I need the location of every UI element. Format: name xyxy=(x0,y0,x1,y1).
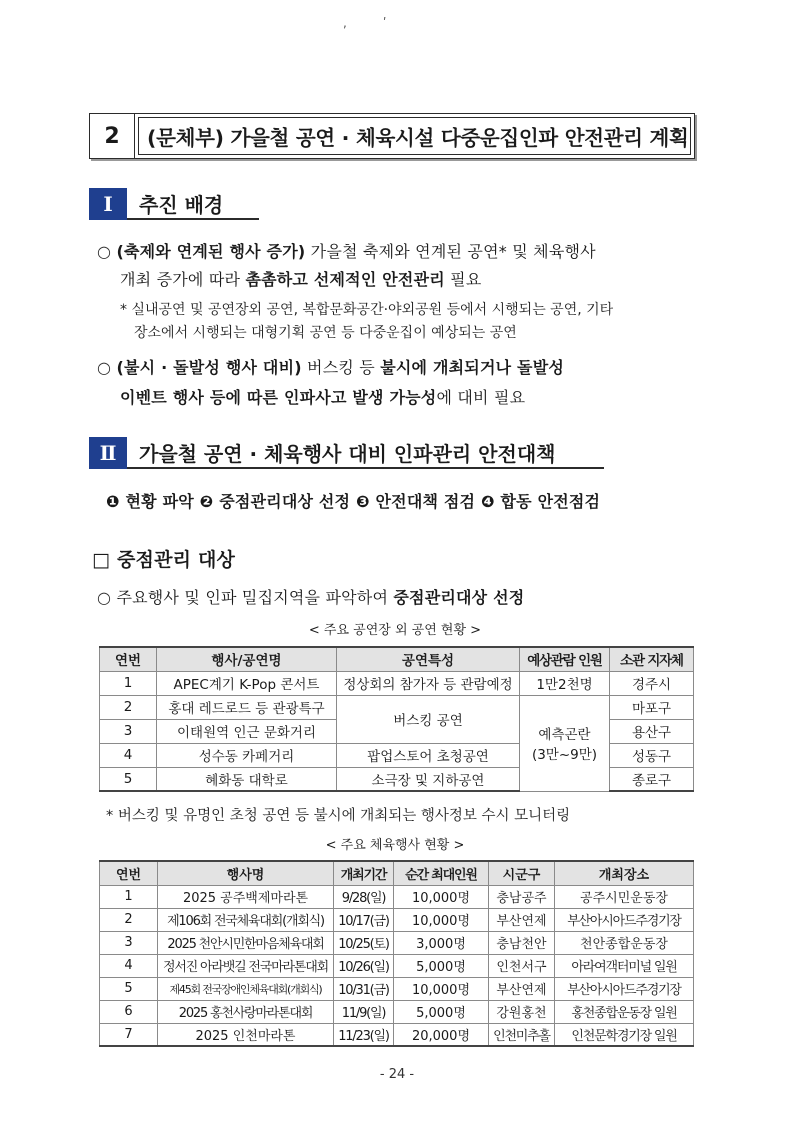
page-number: - 24 - xyxy=(379,1067,415,1082)
bullet-text: 주요행사 및 인파 밀집지역을 파악하여 xyxy=(116,588,394,607)
cell-region: 충남천안 xyxy=(489,931,555,954)
cell-no: 6 xyxy=(100,1000,158,1023)
cell-place: 부산아시아드주경기장 xyxy=(555,908,694,931)
bullet-text: 가을철 축제와 연계된 공연* 및 체육행사 xyxy=(305,242,596,261)
column-header: 소관 지자체 xyxy=(610,647,694,671)
column-header: 행사/공연명 xyxy=(157,647,337,671)
monitoring-note: * 버스킹 및 유명인 초청 공연 등 불시에 개최되는 행사정보 수시 모니터링 xyxy=(106,808,571,824)
estimate-text: 예측곤란 xyxy=(538,727,591,743)
cell-gov: 용산구 xyxy=(610,719,694,743)
section-header-2 xyxy=(89,437,604,469)
cell-no: 4 xyxy=(100,954,158,977)
cell-no: 1 xyxy=(100,885,158,908)
bullet-bold-label: (축제와 연계된 행사 증가) xyxy=(116,242,306,261)
step-list: ❶ 현황 파악 ❷ 중점관리대상 선정 ❸ 안전대책 점검 ❹ 합동 안전점검 xyxy=(106,492,601,511)
table-row xyxy=(100,1023,694,1046)
bullet-focus-selection: ○ 주요행사 및 인파 밀집지역을 파악하여 중점관리대상 선정 xyxy=(97,588,525,607)
table-row xyxy=(100,671,694,695)
table-header-row xyxy=(100,647,694,671)
cell-place: 아라여객터미널 일원 xyxy=(555,954,694,977)
cell-no: 1 xyxy=(100,671,157,695)
cell-gov: 마포구 xyxy=(610,695,694,719)
cell-feature: 팝업스토어 초청공연 xyxy=(337,743,520,767)
table-row xyxy=(100,885,694,908)
cell-region: 인천미추홀 xyxy=(489,1023,555,1046)
column-header: 연번 xyxy=(100,647,157,671)
cell-region: 부산연제 xyxy=(489,977,555,1000)
cell-date: 10/25(토) xyxy=(334,931,394,954)
column-header: 순간 최대인원 xyxy=(394,861,489,885)
column-header: 예상관람 인원 xyxy=(520,647,610,671)
section-number: Ⅰ xyxy=(89,188,127,220)
table1-caption: < 주요 공연장 외 공연 현황 > xyxy=(308,623,482,638)
cell-no: 3 xyxy=(100,719,157,743)
bullet-text: 개최 증가에 따라 xyxy=(120,270,246,289)
column-header: 시군구 xyxy=(489,861,555,885)
bullet-text: 필요 xyxy=(444,270,482,289)
cell-max: 5,000명 xyxy=(394,1000,489,1023)
cell-place: 공주시민운동장 xyxy=(555,885,694,908)
cell-region: 인천서구 xyxy=(489,954,555,977)
column-header: 개최장소 xyxy=(555,861,694,885)
bullet-event-increase: ○ (축제와 연계된 행사 증가) 가을철 축제와 연계된 공연* 및 체육행사 xyxy=(97,242,596,261)
bullet-event-increase-line2 xyxy=(120,267,481,290)
cell-name: 2025 인천마라톤 xyxy=(158,1023,334,1046)
cell-region: 강원홍천 xyxy=(489,1000,555,1023)
column-header: 연번 xyxy=(100,861,158,885)
cell-no: 3 xyxy=(100,931,158,954)
table2-caption: < 주요 체육행사 현황 > xyxy=(325,838,465,853)
cell-max: 20,000명 xyxy=(394,1023,489,1046)
cell-feature: 소극장 및 지하공연 xyxy=(337,767,520,791)
table-row xyxy=(100,931,694,954)
cell-name: 2025 천안시민한마음체육대회 xyxy=(158,931,334,954)
cell-region: 부산연제 xyxy=(489,908,555,931)
cell-name: 성수동 카페거리 xyxy=(157,743,337,767)
cell-date: 10/31(금) xyxy=(334,977,394,1000)
estimate-range: (3만~9만) xyxy=(531,747,598,763)
bullet-text: 에 대비 필요 xyxy=(436,388,526,407)
title-number: 2 xyxy=(90,114,135,158)
bullet-bold-text: 불시에 개최되거나 돌발성 xyxy=(380,358,565,377)
table-row xyxy=(100,908,694,931)
cell-feature-busking: 버스킹 공연 xyxy=(337,695,520,743)
cell-place: 인천문학경기장 일원 xyxy=(555,1023,694,1046)
cell-place: 홍천종합운동장 일원 xyxy=(555,1000,694,1023)
sports-event-table xyxy=(99,860,694,1047)
document-title-box xyxy=(89,113,695,159)
cell-name: 2025 공주백제마라톤 xyxy=(158,885,334,908)
cell-date: 9/28(일) xyxy=(334,885,394,908)
cell-date: 10/17(금) xyxy=(334,908,394,931)
cell-no: 2 xyxy=(100,695,157,719)
cell-no: 5 xyxy=(100,977,158,1000)
bullet-bold-text: 이벤트 행사 등에 따른 인파사고 발생 가능성 xyxy=(120,388,437,407)
cell-gov: 종로구 xyxy=(610,767,694,791)
scan-mark: ʹ xyxy=(383,16,387,30)
cell-gov: 경주시 xyxy=(610,671,694,695)
cell-name: 제106회 전국체육대회(개회식) xyxy=(158,908,334,931)
cell-name: 혜화동 대학로 xyxy=(157,767,337,791)
cell-name: 정서진 아라뱃길 전국마라톤대회 xyxy=(158,954,334,977)
document-title: (문체부) 가을철 공연 · 체육시설 다중운집인파 안전관리 계획 xyxy=(138,117,691,155)
focus-heading: □ 중점관리 대상 xyxy=(92,549,236,571)
column-header: 행사명 xyxy=(158,861,334,885)
section-header-1 xyxy=(89,188,259,220)
cell-no: 7 xyxy=(100,1023,158,1046)
cell-max: 10,000명 xyxy=(394,885,489,908)
cell-place: 부산아시아드주경기장 xyxy=(555,977,694,1000)
section-title: 가을철 공연 · 체육행사 대비 인파관리 안전대책 xyxy=(127,437,604,469)
cell-no: 5 xyxy=(100,767,157,791)
cell-date: 10/26(일) xyxy=(334,954,394,977)
cell-name: 2025 홍천사랑마라톤대회 xyxy=(158,1000,334,1023)
bullet-bold-text: 중점관리대상 선정 xyxy=(393,588,525,607)
bullet-bold-label: (불시 · 돌발성 행사 대비) xyxy=(116,358,302,377)
bullet-bold-text: 촘촘하고 선제적인 안전관리 xyxy=(245,270,445,289)
bullet-text: 버스킹 등 xyxy=(301,358,381,377)
cell-max: 10,000명 xyxy=(394,908,489,931)
table-row xyxy=(100,1000,694,1023)
cell-no: 4 xyxy=(100,743,157,767)
table-row xyxy=(100,977,694,1000)
cell-no: 2 xyxy=(100,908,158,931)
bullet-sudden-event-line2 xyxy=(120,385,525,408)
cell-name: 제45회 전국장애인체육대회(개회식) xyxy=(158,977,334,1000)
footnote-line2: 장소에서 시행되는 대형기획 공연 등 다중운집이 예상되는 공연 xyxy=(134,325,517,341)
cell-max: 3,000명 xyxy=(394,931,489,954)
cell-people-estimate xyxy=(520,695,610,791)
cell-feature: 정상회의 참가자 등 관람예정 xyxy=(337,671,520,695)
scan-mark: , xyxy=(343,16,347,30)
cell-place: 천안종합운동장 xyxy=(555,931,694,954)
table-header-row xyxy=(100,861,694,885)
table-row xyxy=(100,954,694,977)
footnote-line1: * 실내공연 및 공연장외 공연, 복합문화공간·야외공원 등에서 시행되는 공연, 기타 xyxy=(120,302,614,318)
bullet-sudden-event: ○ (불시 · 돌발성 행사 대비) 버스킹 등 불시에 개최되거나 돌발성 xyxy=(97,358,565,377)
section-title: 추진 배경 xyxy=(127,188,259,220)
section-number: Ⅱ xyxy=(89,437,127,469)
cell-max: 10,000명 xyxy=(394,977,489,1000)
cell-date: 11/9(일) xyxy=(334,1000,394,1023)
column-header: 공연특성 xyxy=(337,647,520,671)
column-header: 개최기간 xyxy=(334,861,394,885)
cell-max: 5,000명 xyxy=(394,954,489,977)
cell-date: 11/23(일) xyxy=(334,1023,394,1046)
cell-name: APEC계기 K-Pop 콘서트 xyxy=(157,671,337,695)
cell-gov: 성동구 xyxy=(610,743,694,767)
cell-region: 충남공주 xyxy=(489,885,555,908)
performance-table xyxy=(99,646,694,792)
cell-name: 이태원역 인근 문화거리 xyxy=(157,719,337,743)
cell-people: 1만2천명 xyxy=(520,671,610,695)
table-row xyxy=(100,695,694,719)
cell-name: 홍대 레드로드 등 관광특구 xyxy=(157,695,337,719)
